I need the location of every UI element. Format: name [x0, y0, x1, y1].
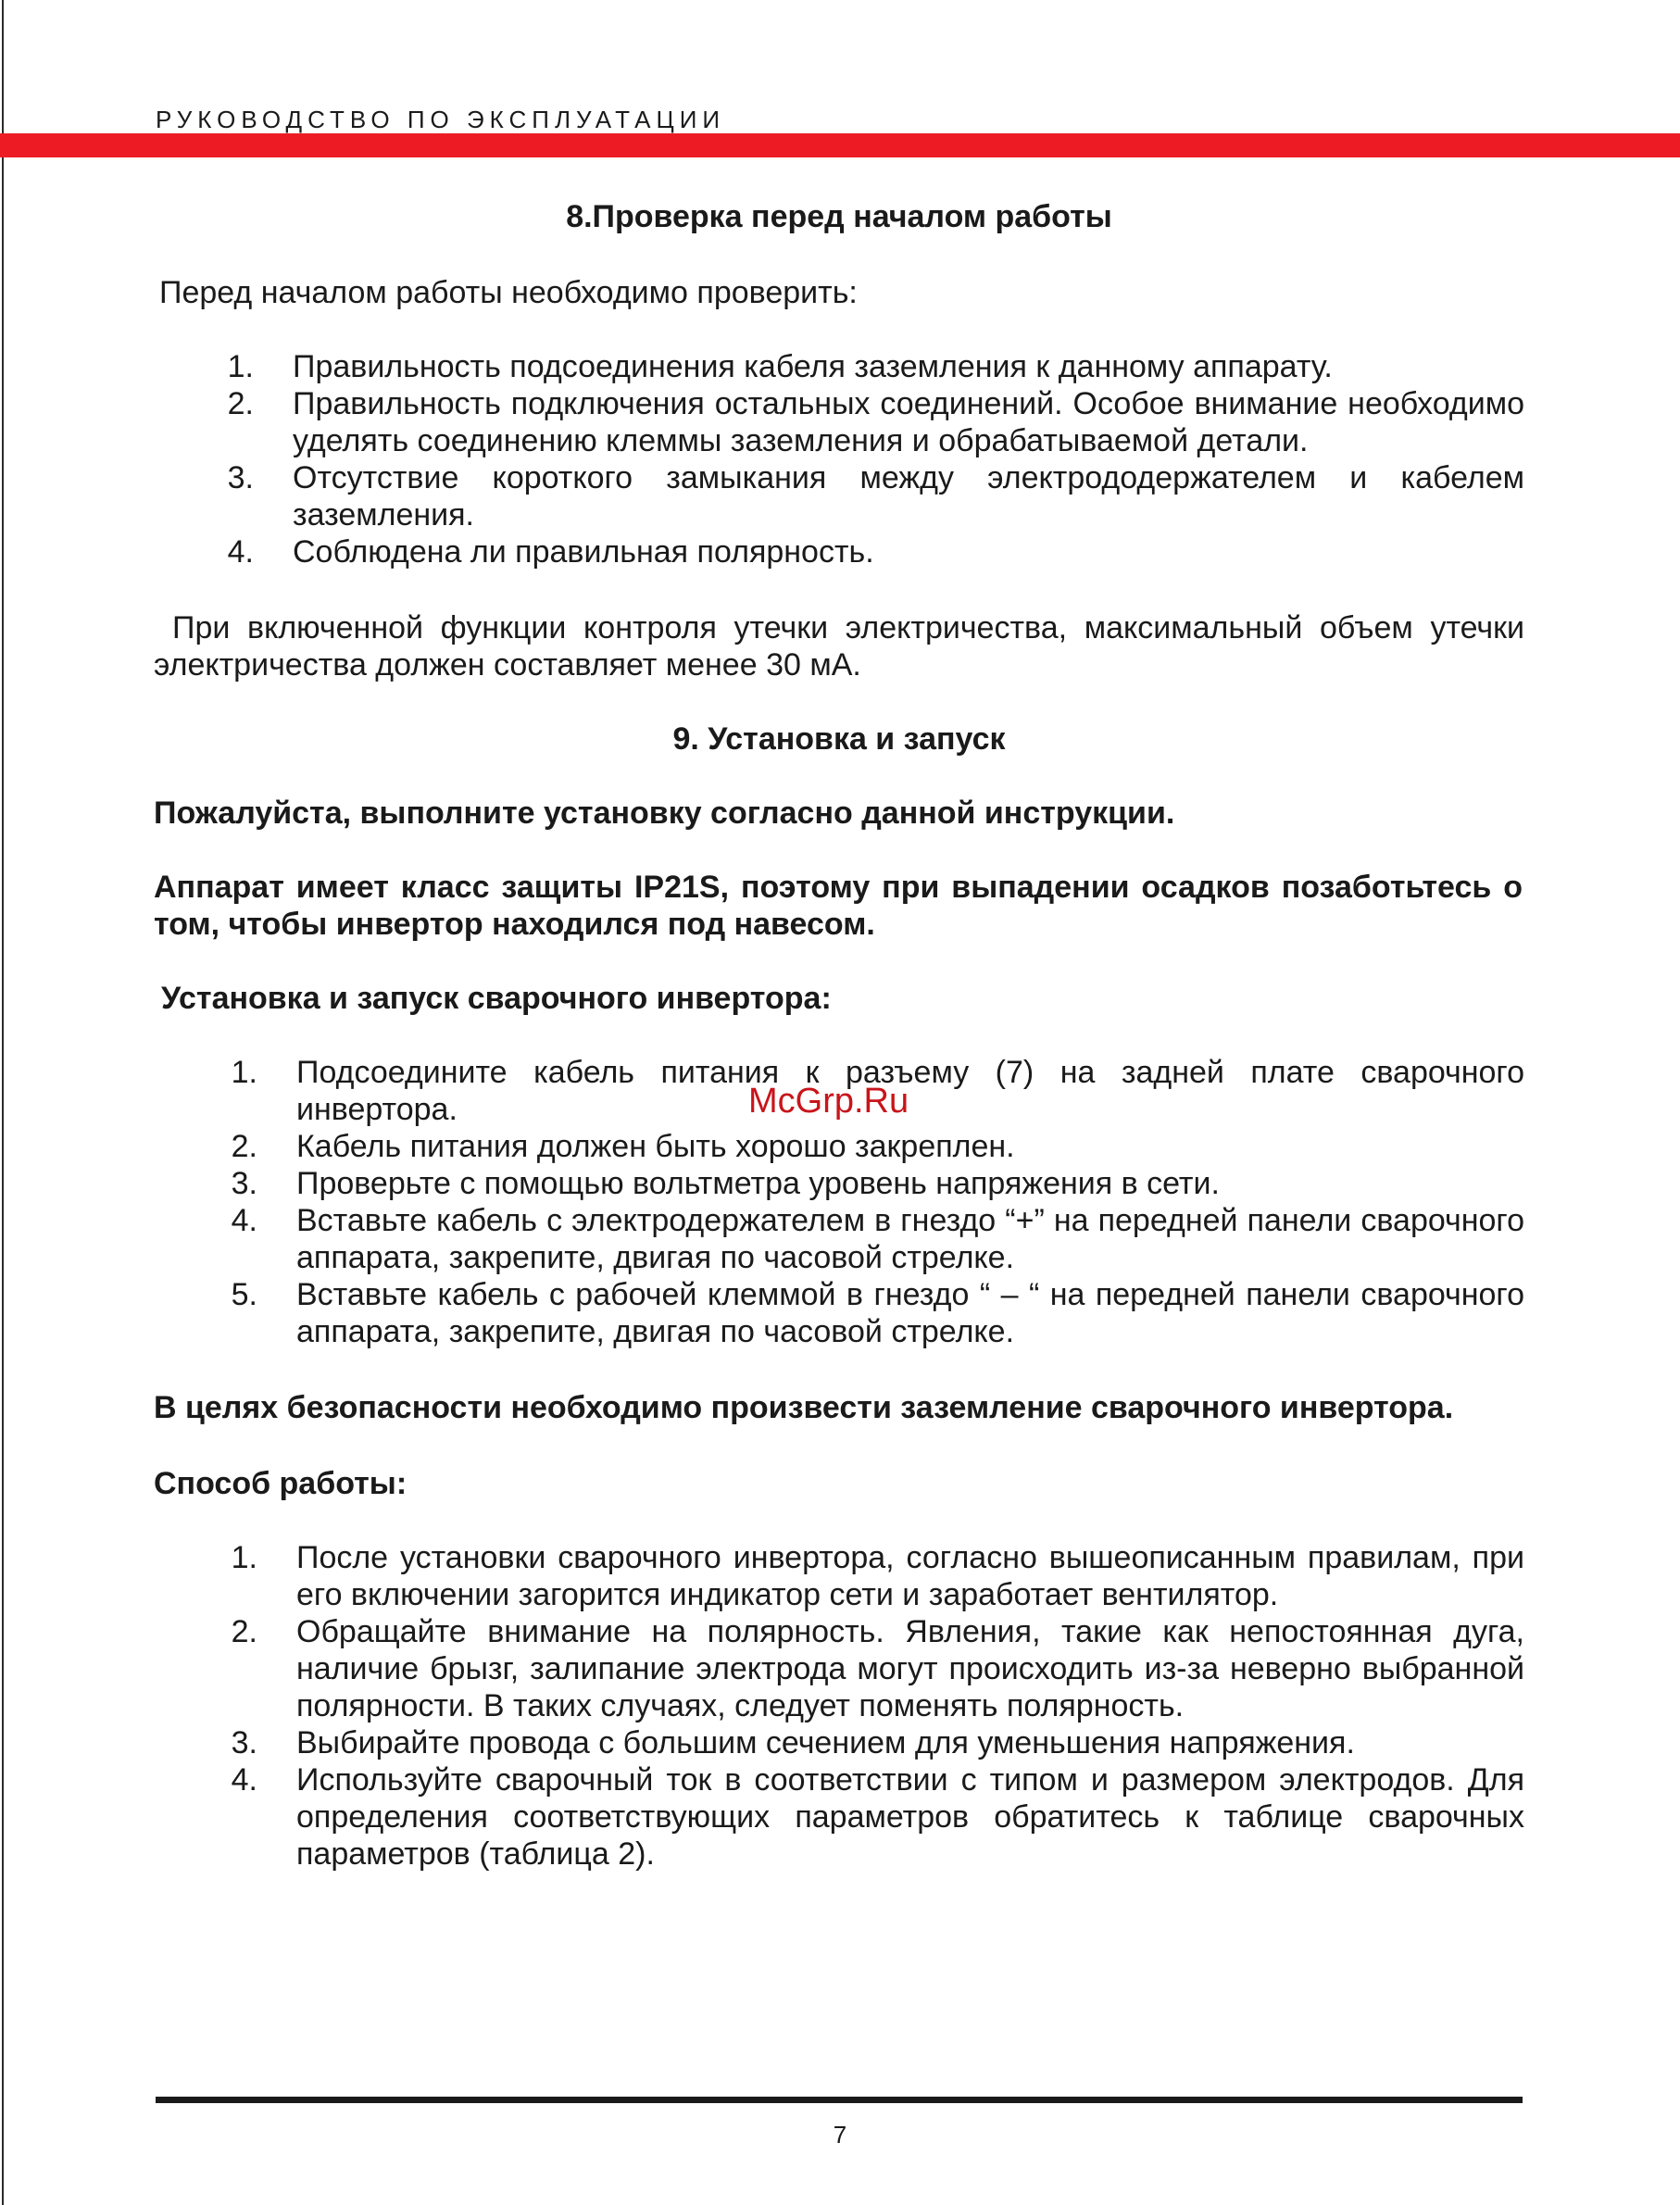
- list-item-number: 1.: [227, 349, 254, 384]
- list-item: [154, 385, 1524, 459]
- protection-class-note: Аппарат имеет класс защиты IP21S, поэтому при выпадении осадков позаботьтесь о том, чтобы инвертор находился под навесом.: [154, 870, 1523, 942]
- left-border-line: [2, 0, 4, 2205]
- list-item-number: 3.: [231, 1725, 257, 1760]
- running-header: РУКОВОДСТВО ПО ЭКСПЛУАТАЦИИ: [156, 106, 726, 133]
- section-8-checklist: [154, 348, 1524, 570]
- list-item: [154, 1165, 1524, 1202]
- list-item-number: 3.: [231, 1166, 257, 1201]
- method-heading: Способ работы:: [154, 1466, 407, 1501]
- list-item-text: Используйте сварочный ток в соответствии с типом и размером электродов. Для определения соответствующих параметров обратитесь к таблице сварочных параметров (таблица 2).: [296, 1762, 1524, 1872]
- list-item-text: Выбирайте провода с большим сечением для уменьшения напряжения.: [296, 1725, 1355, 1760]
- list-item-text: Правильность подключения остальных соединений. Особое внимание необходимо уделять соединению клеммы заземления и обрабатываемой детали.: [293, 386, 1524, 458]
- list-item: [154, 459, 1524, 533]
- list-item-text: Вставьте кабель с электродержателем в гнездо “+” на передней панели сварочного аппарата, закрепите, двигая по часовой стрелке.: [296, 1203, 1524, 1275]
- list-item-number: 4.: [227, 534, 254, 570]
- list-item-text: Проверьте с помощью вольтметра уровень напряжения в сети.: [296, 1166, 1220, 1201]
- leakage-note: При включенной функции контроля утечки электричества, максимальный объем утечки электричества должен составляет менее 30 мА.: [154, 610, 1524, 683]
- list-item-text: Кабель питания должен быть хорошо закреплен.: [296, 1129, 1015, 1164]
- section-8-heading: 8.Проверка перед началом работы: [566, 199, 1112, 234]
- list-item: [154, 1539, 1524, 1613]
- list-item-number: 1.: [231, 1055, 257, 1090]
- header-red-bar: [0, 133, 1680, 157]
- list-item: [154, 1276, 1524, 1350]
- footer-rule: [156, 2097, 1523, 2103]
- list-item: [154, 1724, 1524, 1761]
- list-item-number: 5.: [231, 1277, 257, 1312]
- list-item-text: Подсоедините кабель питания к разъему (7) на задней плате сварочного инвертора.: [296, 1055, 1524, 1127]
- list-item-text: Соблюдена ли правильная полярность.: [293, 534, 874, 570]
- list-item-text: Отсутствие короткого замыкания между электрододержателем и кабелем заземления.: [293, 460, 1524, 532]
- list-item: [154, 1202, 1524, 1276]
- page-number: 7: [833, 2121, 847, 2149]
- list-item-number: 4.: [231, 1762, 257, 1798]
- list-item-text: Обращайте внимание на полярность. Явления, такие как непостоянная дуга, наличие брызг, залипание электрода могут происходить из-за неверно выбранной полярности. В таких случаях, следует поменять полярность.: [296, 1614, 1524, 1723]
- list-item-text: После установки сварочного инвертора, согласно вышеописанным правилам, при его включении загорится индикатор сети и заработает вентилятор.: [296, 1540, 1524, 1612]
- list-item-number: 3.: [227, 460, 254, 495]
- grounding-safety-note: В целях безопасности необходимо произвести заземление сварочного инвертора.: [154, 1390, 1454, 1425]
- list-item-number: 4.: [231, 1203, 257, 1238]
- watermark-text: McGrp.Ru: [748, 1082, 909, 1121]
- list-item: [154, 1128, 1524, 1165]
- list-item-number: 2.: [231, 1614, 257, 1649]
- section-9-heading: 9. Установка и запуск: [672, 721, 1006, 757]
- page-content: [154, 198, 1524, 1873]
- list-item-text: Вставьте кабель с рабочей клеммой в гнездо “ – “ на передней панели сварочного аппарата, закрепите, двигая по часовой стрелке.: [296, 1277, 1524, 1349]
- list-item: [154, 533, 1524, 570]
- section-8-intro: Перед началом работы необходимо проверить:: [159, 275, 858, 310]
- list-item: [154, 1613, 1524, 1724]
- install-subheading: Установка и запуск сварочного инвертора:: [161, 981, 832, 1016]
- list-item: [154, 348, 1524, 385]
- list-item: [154, 1761, 1524, 1873]
- install-instruction-note: Пожалуйста, выполните установку согласно данной инструкции.: [154, 796, 1175, 831]
- list-item-text: Правильность подсоединения кабеля заземления к данному аппарату.: [293, 349, 1333, 384]
- list-item-number: 1.: [231, 1540, 257, 1575]
- list-item-number: 2.: [231, 1129, 257, 1164]
- method-steps: [154, 1539, 1524, 1873]
- list-item-number: 2.: [227, 386, 254, 421]
